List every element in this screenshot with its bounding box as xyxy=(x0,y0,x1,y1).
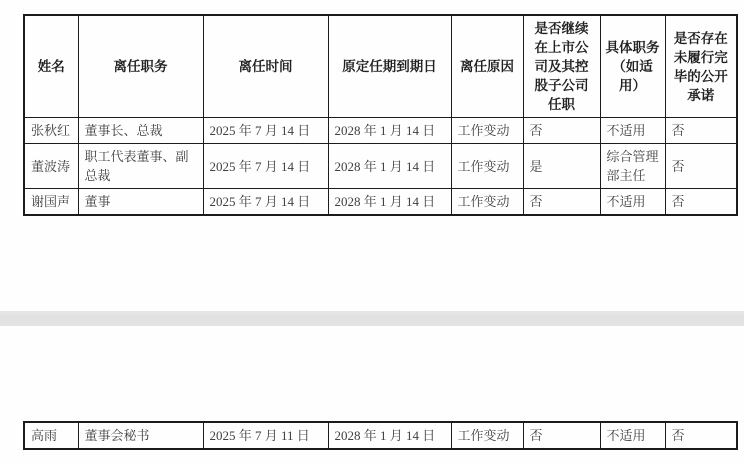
header-cell-name: 姓名 xyxy=(24,15,78,118)
table-cell: 工作变动 xyxy=(451,422,523,449)
table-cell: 2025 年 7 月 14 日 xyxy=(203,189,328,216)
table-cell: 董事 xyxy=(78,189,203,216)
table-cell: 否 xyxy=(523,422,600,449)
table-cell: 高雨 xyxy=(24,422,78,449)
table-cell: 否 xyxy=(665,144,737,189)
header-cell-term-expiry: 原定任期到期日 xyxy=(328,15,451,118)
table-cell: 谢国声 xyxy=(24,189,78,216)
table-cell: 董事会秘书 xyxy=(78,422,203,449)
table-cell: 是 xyxy=(523,144,600,189)
table-row xyxy=(24,422,737,449)
table-row xyxy=(24,144,737,189)
table-header-row xyxy=(24,15,737,118)
page-gap-divider xyxy=(0,311,744,326)
table-cell: 不适用 xyxy=(600,118,665,144)
header-cell-departing-post: 离任职务 xyxy=(78,15,203,118)
header-cell-departure-time: 离任时间 xyxy=(203,15,328,118)
departure-table-upper xyxy=(23,14,738,216)
header-cell-specific-post: 具体职务（如适用） xyxy=(600,15,665,118)
table-cell: 2025 年 7 月 11 日 xyxy=(203,422,328,449)
table-cell: 不适用 xyxy=(600,422,665,449)
departure-table-lower xyxy=(23,421,738,450)
header-cell-continue-serving: 是否继续在上市公司及其控股子公司任职 xyxy=(523,15,600,118)
table-cell: 董事长、总裁 xyxy=(78,118,203,144)
table-row xyxy=(24,118,737,144)
table-cell: 2028 年 1 月 14 日 xyxy=(328,144,451,189)
table-cell: 否 xyxy=(665,422,737,449)
table-cell: 2028 年 1 月 14 日 xyxy=(328,118,451,144)
table-cell: 否 xyxy=(523,189,600,216)
table-cell: 工作变动 xyxy=(451,118,523,144)
table-cell: 2028 年 1 月 14 日 xyxy=(328,189,451,216)
header-cell-reason: 离任原因 xyxy=(451,15,523,118)
table-cell: 2025 年 7 月 14 日 xyxy=(203,118,328,144)
table-cell: 否 xyxy=(665,189,737,216)
table-cell: 不适用 xyxy=(600,189,665,216)
table-cell: 工作变动 xyxy=(451,144,523,189)
table-cell: 否 xyxy=(665,118,737,144)
table-cell: 董波涛 xyxy=(24,144,78,189)
table-row xyxy=(24,189,737,216)
table-cell: 张秋红 xyxy=(24,118,78,144)
header-cell-unfulfilled-commitments: 是否存在未履行完毕的公开承诺 xyxy=(665,15,737,118)
table-cell: 工作变动 xyxy=(451,189,523,216)
table-cell: 否 xyxy=(523,118,600,144)
table-cell: 2025 年 7 月 14 日 xyxy=(203,144,328,189)
table-cell: 综合管理部主任 xyxy=(600,144,665,189)
table-cell: 2028 年 1 月 14 日 xyxy=(328,422,451,449)
table-cell: 职工代表董事、副总裁 xyxy=(78,144,203,189)
